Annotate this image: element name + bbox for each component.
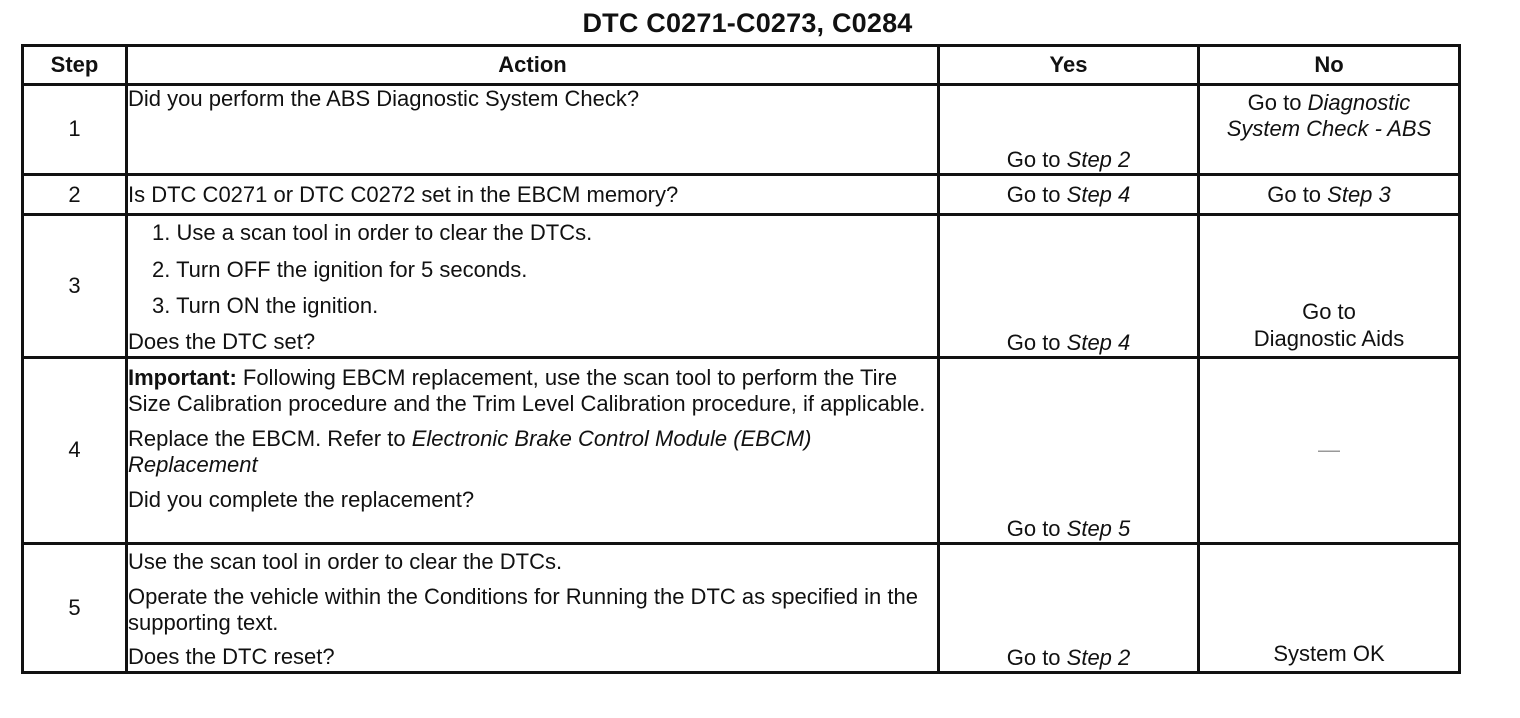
important-text: Following EBCM replacement, use the scan tool to perform the Tire Size Calibration procedure and the Trim Level Calibration procedure, if applicable. — [128, 364, 926, 417]
action-text — [127, 544, 939, 673]
step-number: 3 — [23, 215, 127, 358]
important-label: Important: — [128, 364, 237, 390]
yes-prefix: Go to — [1006, 181, 1067, 207]
action-text — [127, 215, 939, 358]
document-title: DTC C0271-C0273, C0284 — [582, 8, 913, 38]
step-number: 2 — [23, 175, 127, 215]
substep-item: 1. Use a scan tool in order to clear the DTCs. — [152, 220, 593, 246]
substep-item: 2. Turn OFF the ignition for 5 seconds. — [152, 256, 528, 282]
table-row — [23, 357, 1460, 543]
no-prefix: Go to — [1267, 181, 1328, 207]
yes-prefix: Go to — [1006, 515, 1067, 541]
yes-prefix: Go to — [1006, 146, 1067, 172]
yes-prefix: Go to — [1006, 644, 1067, 670]
no-cell — [1199, 215, 1460, 358]
table-row — [23, 544, 1460, 673]
replace-instruction — [128, 426, 937, 479]
replace-ref: Electronic Brake Control Module (EBCM) Replacement — [128, 425, 812, 478]
step-number: 5 — [23, 544, 127, 673]
table-row — [23, 175, 1460, 215]
yes-ref: Step 2 — [1066, 146, 1131, 172]
header-no: No — [1199, 46, 1460, 85]
diagnostic-table — [21, 44, 1461, 674]
header-action: Action — [127, 46, 939, 85]
yes-cell — [939, 175, 1199, 215]
yes-prefix: Go to — [1006, 329, 1067, 355]
action-line: Operate the vehicle within the Conditions for Running the DTC as specified in the supporting text. — [128, 583, 918, 635]
table-header-row — [23, 46, 1460, 85]
no-ref: Diagnostic System Check - ABS — [1226, 90, 1432, 142]
no-line: Go to — [1302, 299, 1356, 325]
table-row — [23, 215, 1460, 358]
yes-ref: Step 4 — [1066, 181, 1131, 207]
header-yes: Yes — [939, 46, 1199, 85]
yes-cell — [939, 544, 1199, 673]
no-dash: — — [1318, 437, 1340, 463]
action-line: Did you perform the ABS Diagnostic System Check? — [128, 86, 640, 112]
action-text — [127, 85, 939, 175]
yes-ref: Step 2 — [1066, 644, 1131, 670]
action-text — [127, 357, 939, 543]
action-line: Is DTC C0271 or DTC C0272 set in the EBCM memory? — [128, 181, 679, 207]
action-text — [127, 175, 939, 215]
important-note — [128, 365, 937, 418]
no-cell — [1199, 357, 1460, 543]
yes-ref: Step 5 — [1066, 515, 1131, 541]
action-line: Use the scan tool in order to clear the DTCs. — [128, 549, 563, 575]
yes-cell — [939, 357, 1199, 543]
step-number: 1 — [23, 85, 127, 175]
action-question: Does the DTC reset? — [128, 644, 335, 670]
no-cell — [1199, 544, 1460, 673]
no-cell — [1199, 175, 1460, 215]
no-prefix: Go to — [1247, 90, 1308, 116]
step-number: 4 — [23, 357, 127, 543]
yes-ref: Step 4 — [1066, 329, 1131, 355]
no-line: Diagnostic Aids — [1253, 325, 1405, 351]
header-step: Step — [23, 46, 127, 85]
action-question: Does the DTC set? — [128, 329, 316, 355]
yes-cell — [939, 215, 1199, 358]
yes-cell — [939, 85, 1199, 175]
no-cell — [1199, 85, 1460, 175]
no-text: System OK — [1273, 640, 1385, 666]
action-question: Did you complete the replacement? — [128, 486, 475, 512]
no-ref: Step 3 — [1327, 181, 1391, 207]
replace-prefix: Replace the EBCM. Refer to — [128, 425, 412, 451]
substep-item: 3. Turn ON the ignition. — [152, 293, 379, 318]
table-row — [23, 85, 1460, 175]
